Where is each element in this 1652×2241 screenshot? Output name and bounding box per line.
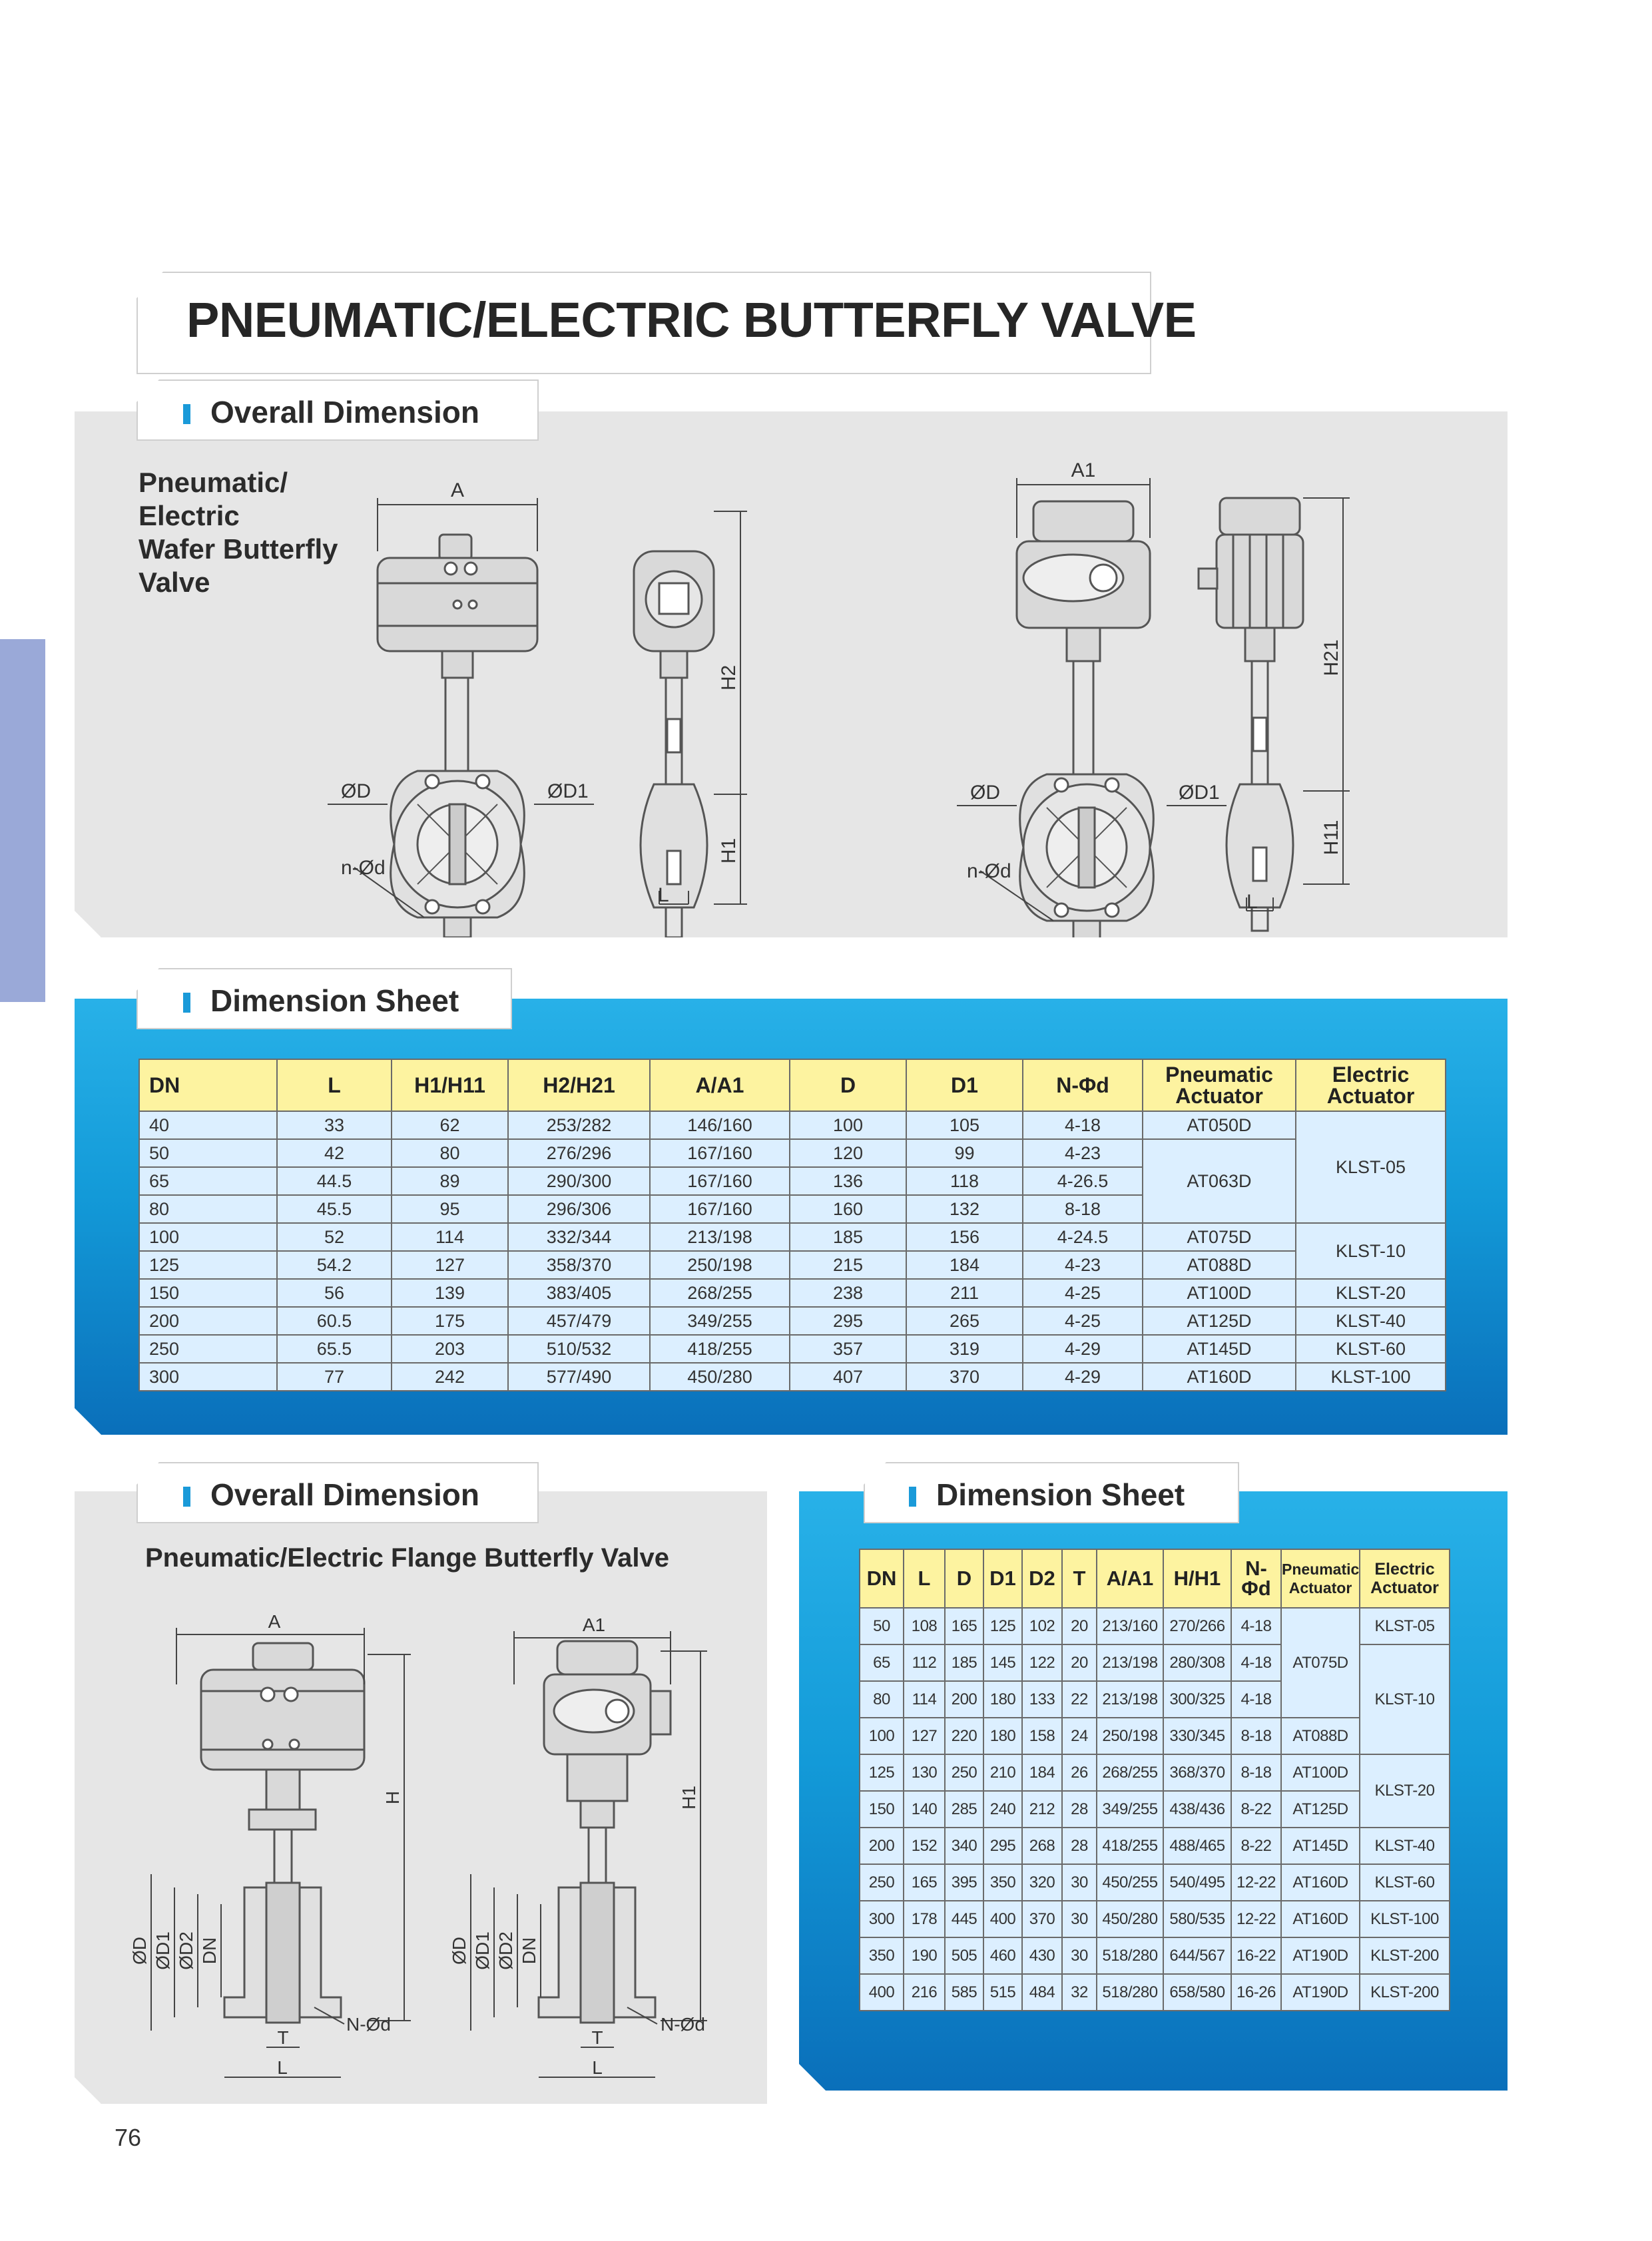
table-row: 100 127 220 180 158 24 250/198 330/345 8-18 AT088D bbox=[860, 1718, 1450, 1754]
heading-marker-icon bbox=[909, 1487, 916, 1507]
pneumatic-actuator-cell: AT160D bbox=[1281, 1864, 1360, 1901]
flange-dim-label-nd: N-Ød bbox=[346, 2014, 391, 2035]
column-header: Pneumatic Actuator bbox=[1281, 1549, 1360, 1608]
table-row: 300 77 242 577/490 450/280 407 370 4-29 AT160D KLST-100 bbox=[139, 1363, 1446, 1391]
electric-actuator-cell: KLST-60 bbox=[1296, 1335, 1446, 1363]
pneumatic-actuator-cell: AT100D bbox=[1143, 1279, 1296, 1307]
electric-actuator-cell: KLST-100 bbox=[1360, 1901, 1450, 1937]
table-header-row bbox=[139, 1059, 1446, 1111]
pneumatic-flange-valve-drawing bbox=[201, 1643, 364, 2023]
electric-actuator-cell: KLST-40 bbox=[1360, 1828, 1450, 1864]
dim-label-od: ØD bbox=[341, 780, 371, 802]
flange-dim-label-t-electric: T bbox=[591, 2027, 603, 2048]
column-header: T bbox=[1062, 1549, 1097, 1608]
electric-actuator-cell: KLST-10 bbox=[1296, 1223, 1446, 1279]
table-row: 125 54.2 127 358/370 250/198 215 184 4-23 AT088D bbox=[139, 1251, 1446, 1279]
table-row: 65 44.5 89 290/300 167/160 136 118 4-26.5 bbox=[139, 1167, 1446, 1195]
flange-dim-label-a: A bbox=[268, 1611, 281, 1632]
table-header-row bbox=[860, 1549, 1450, 1608]
pneumatic-actuator-cell: AT063D bbox=[1143, 1139, 1296, 1223]
dim-label-h11: H11 bbox=[1320, 820, 1342, 856]
dim-label-h1: H1 bbox=[718, 838, 740, 864]
flange-dim-label-od1: ØD1 bbox=[152, 1931, 173, 1970]
pneumatic-actuator-cell: AT160D bbox=[1281, 1901, 1360, 1937]
table-row: 200 152 340 295 268 28 418/255 488/465 8-22 AT145D KLST-40 bbox=[860, 1828, 1450, 1864]
flange-valve-drawings bbox=[75, 1491, 767, 2104]
column-header: L bbox=[904, 1549, 945, 1608]
wafer-valve-drawings bbox=[75, 411, 1508, 937]
electric-actuator-front-drawing bbox=[1017, 501, 1153, 937]
electric-actuator-cell: KLST-05 bbox=[1296, 1111, 1446, 1223]
table-row: 300 178 445 400 370 30 450/280 580/535 12-22 AT160D KLST-100 bbox=[860, 1901, 1450, 1937]
flange-dim-label-od: ØD bbox=[129, 1937, 150, 1965]
dim-label-h21: H21 bbox=[1320, 639, 1342, 676]
pneumatic-actuator-cell: AT100D bbox=[1281, 1754, 1360, 1791]
column-header: Pneumatic Actuator bbox=[1143, 1059, 1296, 1111]
dim-label-a: A bbox=[450, 479, 465, 501]
flange-dim-label-a1: A1 bbox=[582, 1615, 606, 1635]
column-header: D1 bbox=[906, 1059, 1023, 1111]
table-row: 250 165 395 350 320 30 450/255 540/495 12-22 AT160D KLST-60 bbox=[860, 1864, 1450, 1901]
table-row: 50 108 165 125 102 20 213/160 270/266 4-18 AT075D KLST-05 bbox=[860, 1608, 1450, 1644]
pneumatic-actuator-cell: AT088D bbox=[1143, 1251, 1296, 1279]
table-row: 350 190 505 460 430 30 518/280 644/567 16-22 AT190D KLST-200 bbox=[860, 1937, 1450, 1974]
flange-dim-label-od1-electric: ØD1 bbox=[472, 1931, 493, 1970]
dim-label-od-electric: ØD bbox=[970, 782, 1000, 804]
electric-actuator-side-drawing bbox=[1199, 498, 1303, 931]
dim-label-od1: ØD1 bbox=[547, 780, 589, 802]
flange-dim-label-h1: H1 bbox=[679, 1786, 699, 1810]
table-row: 250 65.5 203 510/532 418/255 357 319 4-29 AT145D KLST-60 bbox=[139, 1335, 1446, 1363]
pneumatic-actuator-cell: AT125D bbox=[1143, 1307, 1296, 1335]
dim-label-nd: n-Ød bbox=[341, 857, 386, 879]
column-header: D bbox=[945, 1549, 983, 1608]
electric-actuator-cell: KLST-20 bbox=[1296, 1279, 1446, 1307]
pneumatic-actuator-cell: AT160D bbox=[1143, 1363, 1296, 1391]
column-header: L bbox=[277, 1059, 392, 1111]
flange-dim-label-nd-electric: N-Ød bbox=[661, 2014, 705, 2035]
electric-actuator-cell: KLST-20 bbox=[1360, 1754, 1450, 1828]
electric-actuator-cell: KLST-200 bbox=[1360, 1937, 1450, 1974]
column-header: Electric Actuator bbox=[1296, 1059, 1446, 1111]
pneumatic-actuator-cell: AT075D bbox=[1143, 1223, 1296, 1251]
table-row: 80 114 200 180 133 22 213/198 300/325 4-18 bbox=[860, 1681, 1450, 1718]
pneumatic-actuator-cell: AT190D bbox=[1281, 1937, 1360, 1974]
electric-flange-valve-drawing bbox=[539, 1641, 671, 2023]
dimension-sheet-heading-2: Dimension Sheet bbox=[909, 1477, 1185, 1513]
dim-label-h2: H2 bbox=[718, 664, 740, 691]
pneumatic-actuator-cell: AT088D bbox=[1281, 1718, 1360, 1754]
flange-dim-label-dn: DN bbox=[199, 1937, 220, 1965]
overall-dimension-heading-2: Overall Dimension bbox=[183, 1477, 479, 1513]
electric-actuator-cell: KLST-10 bbox=[1360, 1644, 1450, 1754]
flange-dim-label-od-electric: ØD bbox=[449, 1937, 469, 1965]
dim-label-od1-electric: ØD1 bbox=[1179, 782, 1220, 804]
column-header: H/H1 bbox=[1163, 1549, 1231, 1608]
flange-dim-label-h: H bbox=[382, 1790, 403, 1805]
column-header: N-Φd bbox=[1231, 1549, 1281, 1608]
electric-actuator-cell: KLST-05 bbox=[1360, 1608, 1450, 1644]
table-row: 150 140 285 240 212 28 349/255 438/436 8-22 AT125D bbox=[860, 1791, 1450, 1828]
table-row: 80 45.5 95 296/306 167/160 160 132 8-18 bbox=[139, 1195, 1446, 1223]
flange-valve-label: Pneumatic/Electric Flange Butterfly Valve bbox=[145, 1543, 669, 1573]
table-row: 400 216 585 515 484 32 518/280 658/580 16-26 AT190D KLST-200 bbox=[860, 1974, 1450, 2011]
table-row: 125 130 250 210 184 26 268/255 368/370 8-18 AT100D KLST-20 bbox=[860, 1754, 1450, 1791]
pneumatic-actuator-cell: AT050D bbox=[1143, 1111, 1296, 1139]
dim-label-l-electric: L bbox=[1246, 891, 1258, 913]
column-header: H1/H11 bbox=[392, 1059, 508, 1111]
side-color-strip bbox=[0, 639, 45, 1002]
electric-actuator-cell: KLST-200 bbox=[1360, 1974, 1450, 2011]
page-number: 76 bbox=[115, 2124, 142, 2151]
flange-dim-label-dn-electric: DN bbox=[519, 1937, 539, 1965]
column-header: A/A1 bbox=[1097, 1549, 1163, 1608]
electric-actuator-cell: KLST-60 bbox=[1360, 1864, 1450, 1901]
table-row: 100 52 114 332/344 213/198 185 156 4-24.5 AT075D KLST-10 bbox=[139, 1223, 1446, 1251]
page-title: PNEUMATIC/ELECTRIC BUTTERFLY VALVE bbox=[186, 292, 1197, 348]
overall-dimension-heading-1: Overall Dimension bbox=[183, 394, 479, 430]
column-header: D1 bbox=[983, 1549, 1022, 1608]
dim-label-a1: A1 bbox=[1071, 459, 1096, 481]
flange-dim-label-t: T bbox=[277, 2027, 289, 2048]
flange-dim-label-l: L bbox=[277, 2057, 288, 2078]
heading-marker-icon bbox=[183, 993, 190, 1013]
table-row: 50 42 80 276/296 167/160 120 99 4-23 AT063D bbox=[139, 1139, 1446, 1167]
column-header: H2/H21 bbox=[508, 1059, 650, 1111]
column-header: D2 bbox=[1022, 1549, 1062, 1608]
flange-dim-label-od2: ØD2 bbox=[176, 1931, 196, 1970]
pneumatic-actuator-cell: AT145D bbox=[1143, 1335, 1296, 1363]
pneumatic-actuator-cell: AT145D bbox=[1281, 1828, 1360, 1864]
pneumatic-actuator-cell: AT190D bbox=[1281, 1974, 1360, 2011]
flange-dimension-table bbox=[859, 1549, 1450, 2011]
column-header: A/A1 bbox=[650, 1059, 790, 1111]
table-row: 150 56 139 383/405 268/255 238 211 4-25 AT100D KLST-20 bbox=[139, 1279, 1446, 1307]
column-header: Electric Actuator bbox=[1360, 1549, 1450, 1608]
dim-label-l: L bbox=[658, 884, 669, 906]
dimension-sheet-heading-1: Dimension Sheet bbox=[183, 983, 459, 1019]
wafer-dimension-table bbox=[138, 1059, 1446, 1391]
flange-dim-label-l-electric: L bbox=[592, 2057, 603, 2078]
electric-actuator-cell: KLST-40 bbox=[1296, 1307, 1446, 1335]
flange-dim-label-od2-electric: ØD2 bbox=[495, 1931, 516, 1970]
column-header: DN bbox=[139, 1059, 277, 1111]
pneumatic-actuator-front-drawing bbox=[378, 535, 537, 937]
pneumatic-actuator-side-drawing bbox=[634, 551, 714, 937]
pneumatic-actuator-cell: AT125D bbox=[1281, 1791, 1360, 1828]
dim-label-nd-electric: n-Ød bbox=[967, 860, 1011, 882]
column-header: D bbox=[790, 1059, 906, 1111]
column-header: N-Φd bbox=[1023, 1059, 1143, 1111]
column-header: DN bbox=[860, 1549, 904, 1608]
table-row: 40 33 62 253/282 146/160 100 105 4-18 AT050D KLST-05 bbox=[139, 1111, 1446, 1139]
table-row: 65 112 185 145 122 20 213/198 280/308 4-18 KLST-10 bbox=[860, 1644, 1450, 1681]
wafer-valve-label: Pneumatic/ Electric Wafer Butterfly Valve bbox=[138, 467, 338, 598]
table-row: 200 60.5 175 457/479 349/255 295 265 4-25 AT125D KLST-40 bbox=[139, 1307, 1446, 1335]
electric-actuator-cell: KLST-100 bbox=[1296, 1363, 1446, 1391]
pneumatic-actuator-cell: AT075D bbox=[1281, 1608, 1360, 1718]
